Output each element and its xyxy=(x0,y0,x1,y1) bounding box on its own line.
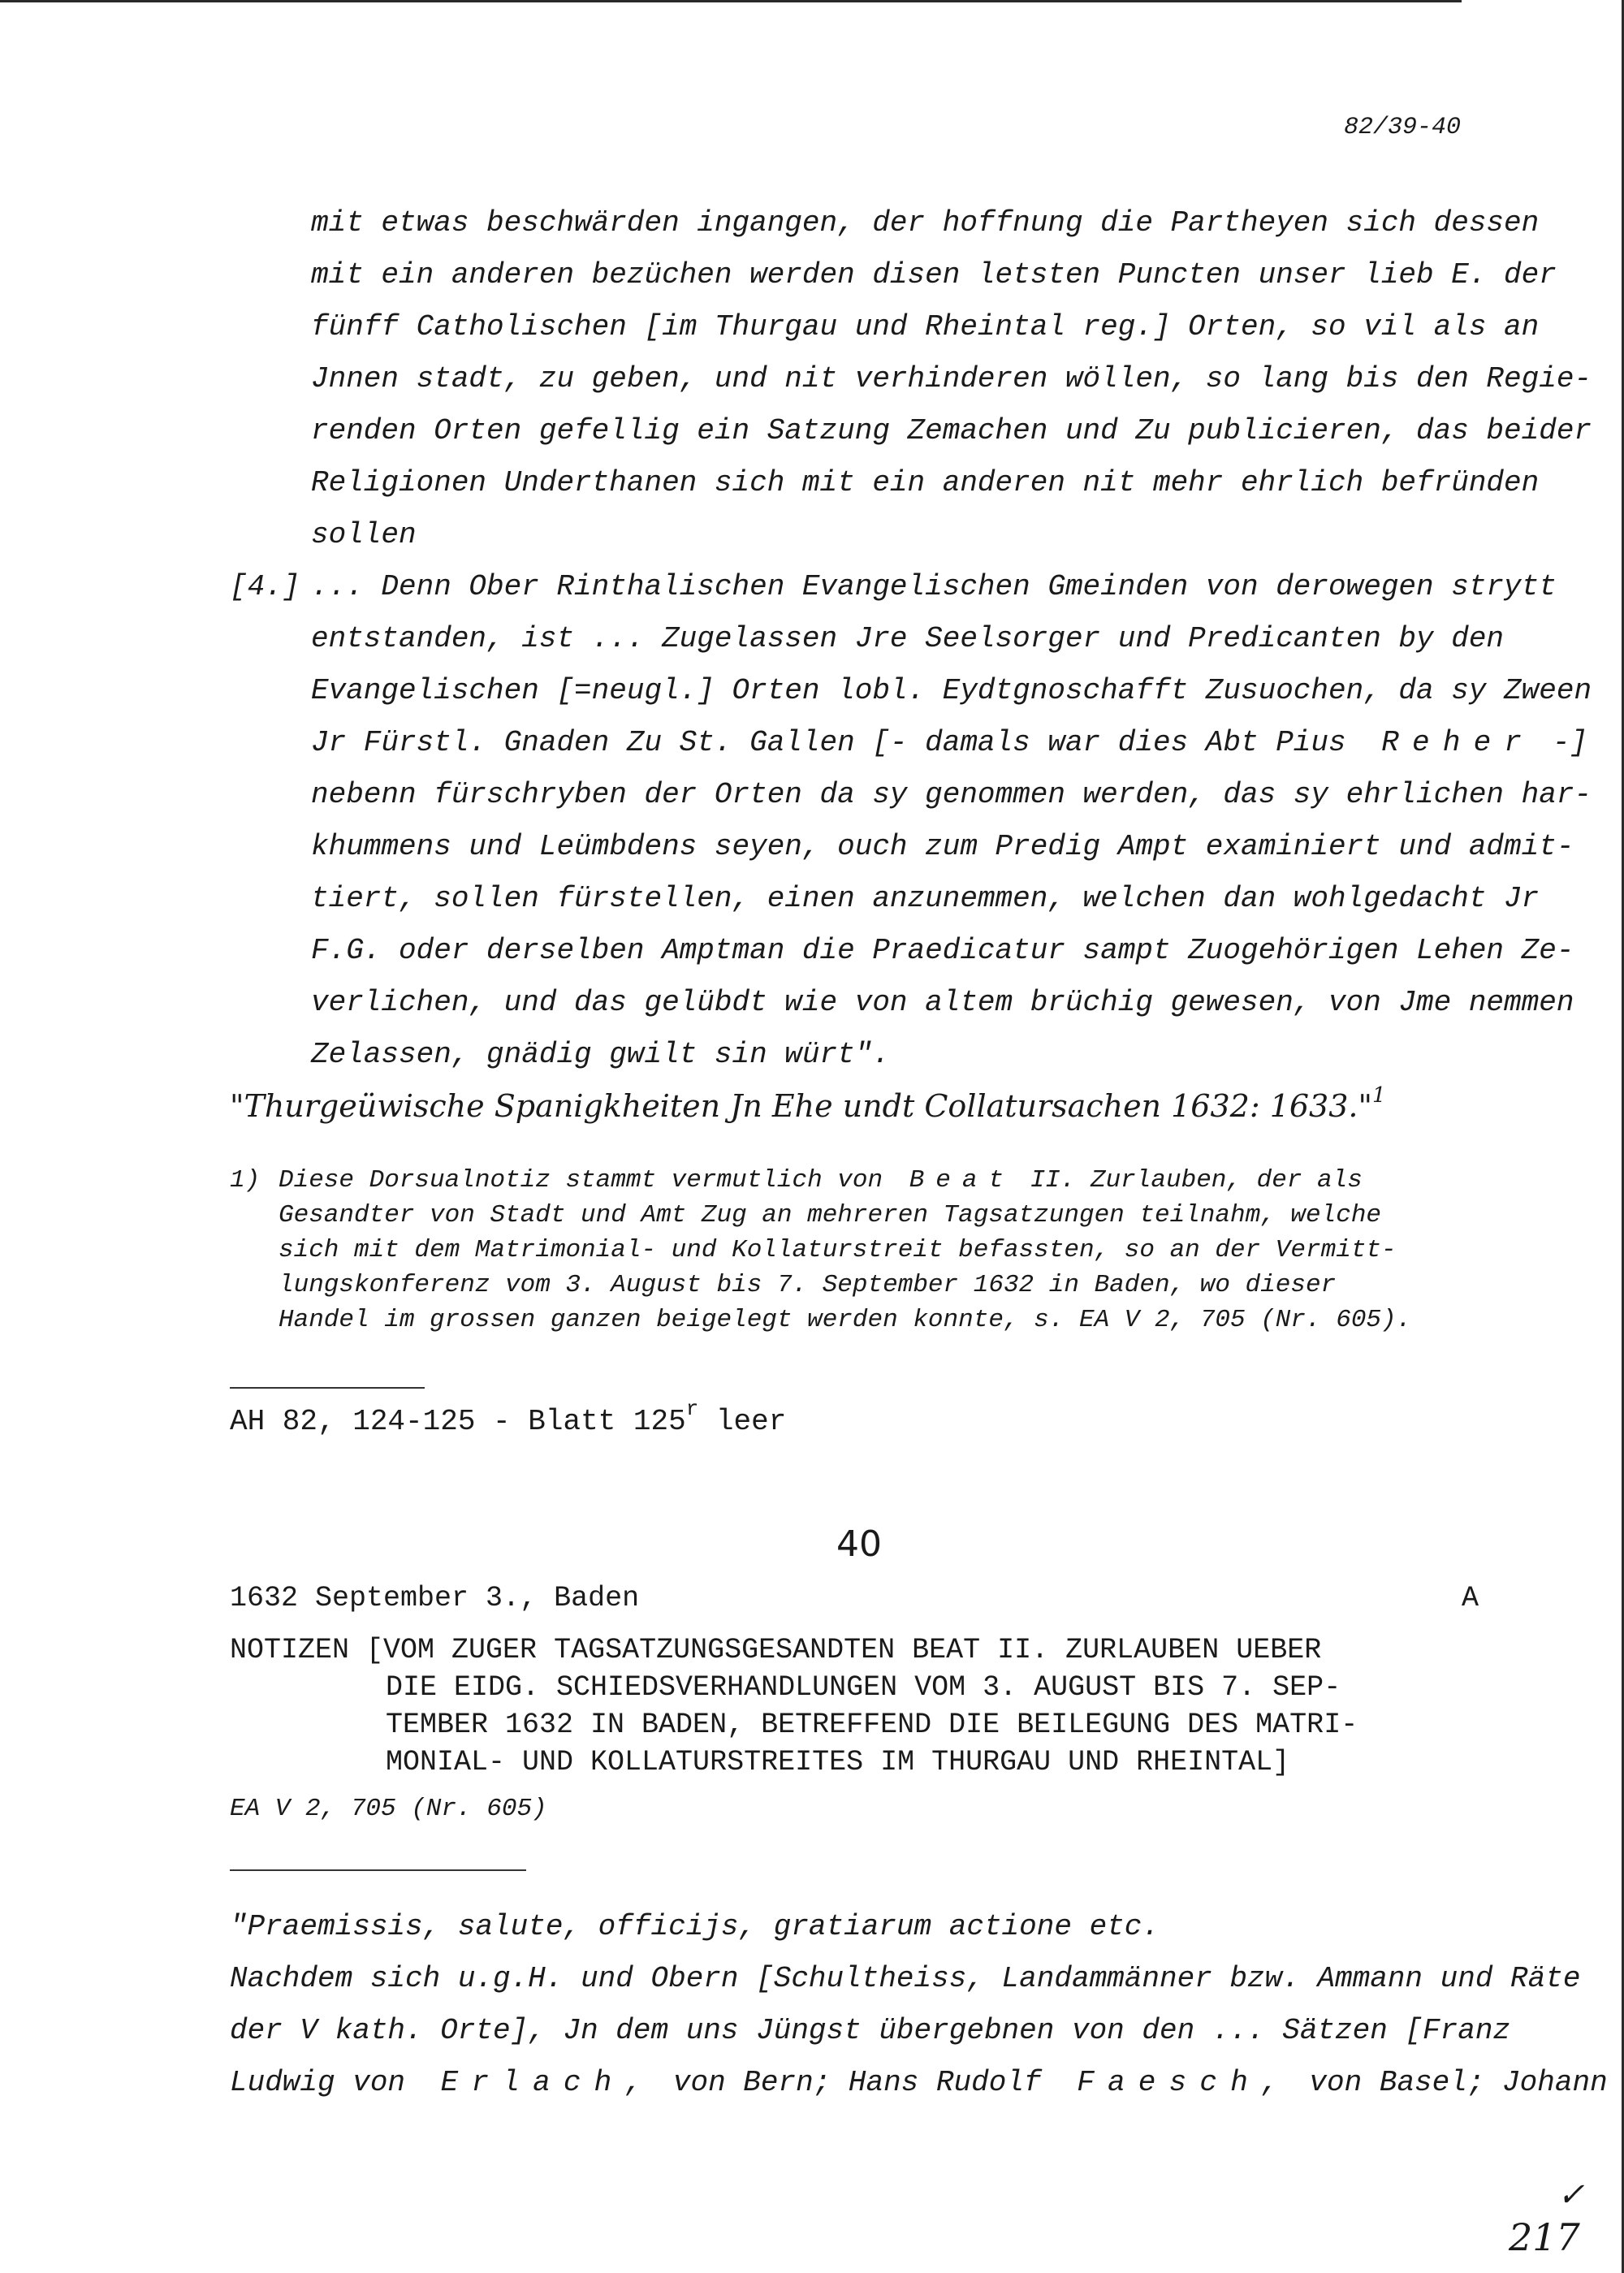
spaced-name: Faesch, xyxy=(1077,2066,1292,2099)
text-line: ... Denn Ober Rinthalischen Evangelischen Gmeinden von derowegen strytt xyxy=(311,570,1557,603)
text-line: F.G. oder derselben Amptman die Praedicatur sampt Zuogehörigen Lehen Ze- xyxy=(311,934,1574,967)
text-line: Zelassen, gnädig gwilt sin würt". xyxy=(311,1038,890,1071)
title-line: MONIAL- UND KOLLATURSTREITES IM THURGAU UND RHEINTAL] xyxy=(386,1746,1290,1778)
spaced-name: Erlach, xyxy=(440,2066,656,2099)
document-number: 40 xyxy=(836,1523,882,1565)
text-line: khummens und Leümbdens seyen, ouch zum Predig Ampt examiniert und admit- xyxy=(311,830,1574,863)
footnote-line: Gesandter von Stadt und Amt Zug an mehreren Tagsatzungen teilnahm, welche xyxy=(279,1201,1382,1229)
section-number: [4.] xyxy=(230,570,300,603)
text-segment: Jr Fürstl. Gnaden Zu St. Gallen [- damals war dies Abt Pius xyxy=(311,726,1346,759)
document-type: A xyxy=(1462,1582,1479,1614)
footnote-line xyxy=(279,1166,1363,1195)
dorsal-note-text: "Thurgeüwische Spanigkheiten Jn Ehe undt Collatursachen 1632: 1633." xyxy=(230,1088,1372,1124)
spaced-name: Beat xyxy=(909,1166,1015,1195)
text-segment: von Bern; Hans Rudolf xyxy=(672,2066,1042,2099)
text-segment: Ludwig von xyxy=(230,2066,406,2099)
text-line: tiert, sollen fürstellen, einen anzunemmen, welchen dan wohlgedacht Jr xyxy=(311,882,1540,915)
archive-tail: leer xyxy=(698,1405,787,1438)
text-line: Nachdem sich u.g.H. und Obern [Schultheiss, Landammänner bzw. Ammann und Räte xyxy=(230,1962,1581,1995)
text-segment: Diese Dorsualnotiz stammt vermutlich von xyxy=(279,1166,883,1195)
text-line: Evangelischen [=neugl.] Orten lobl. Eydtgnoschafft Zusuochen, da sy Zween xyxy=(311,674,1592,707)
text-line xyxy=(230,2066,1608,2099)
dorsal-note xyxy=(230,1083,1386,1124)
footnote-marker: 1 xyxy=(1371,1083,1386,1108)
text-line xyxy=(311,726,1587,759)
folio-number: 217 xyxy=(1509,2215,1580,2259)
footnote-line: sich mit dem Matrimonial- und Kollaturstreit befassten, so an der Vermitt- xyxy=(279,1236,1397,1264)
text-line: fünff Catholischen [im Thurgau und Rheintal reg.] Orten, so vil als an xyxy=(311,310,1540,344)
text-line: "Praemissis, salute, officijs, gratiarum actione etc. xyxy=(230,1910,1160,1943)
spaced-name: Reher xyxy=(1381,726,1535,759)
text-line: verlichen, und das gelübdt wie von altem brüchig gewesen, von Jme nemmen xyxy=(311,986,1574,1019)
footnote-line: Handel im grossen ganzen beigelegt werden konnte, s. EA V 2, 705 (Nr. 605). xyxy=(279,1306,1412,1334)
text-segment: -] xyxy=(1552,726,1588,759)
footnote-line: lungskonferenz vom 3. August bis 7. September 1632 in Baden, wo dieser xyxy=(279,1271,1337,1299)
check-mark-icon: ✓ xyxy=(1557,2176,1585,2214)
title-line: NOTIZEN [VOM ZUGER TAGSATZUNGSGESANDTEN BEAT II. ZURLAUBEN UEBER xyxy=(230,1634,1322,1666)
page-reference: 82/39-40 xyxy=(1344,114,1462,141)
text-line: mit etwas beschwärden ingangen, der hoffnung die Partheyen sich dessen xyxy=(311,206,1540,240)
text-line: entstanden, ist ... Zugelassen Jre Seelsorger und Predicanten by den xyxy=(311,622,1505,655)
source-reference: EA V 2, 705 (Nr. 605) xyxy=(230,1795,547,1823)
footnote-label: 1) xyxy=(230,1166,261,1195)
archive-main: AH 82, 124-125 - Blatt 125 xyxy=(230,1405,686,1438)
text-line: renden Orten gefellig ein Satzung Zemachen und Zu publicieren, das beider xyxy=(311,414,1592,447)
archive-reference xyxy=(230,1397,787,1438)
text-segment: von Basel; Johann xyxy=(1309,2066,1608,2099)
date-place: 1632 September 3., Baden xyxy=(230,1582,640,1614)
archive-sup: r xyxy=(685,1397,699,1421)
separator-rule xyxy=(230,1387,425,1389)
title-line: DIE EIDG. SCHIEDSVERHANDLUNGEN VOM 3. AUGUST BIS 7. SEP- xyxy=(386,1671,1341,1704)
text-line: Jnnen stadt, zu geben, und nit verhinderen wöllen, so lang bis den Regie- xyxy=(311,362,1592,395)
text-segment: II. Zurlauben, der als xyxy=(1030,1166,1363,1195)
text-line: sollen xyxy=(311,518,417,551)
scan-edge-top xyxy=(0,0,1462,2)
text-line: nebenn fürschryben der Orten da sy genommen werden, das sy ehrlichen har- xyxy=(311,778,1592,811)
separator-rule xyxy=(230,1869,526,1871)
title-line: TEMBER 1632 IN BADEN, BETREFFEND DIE BEILEGUNG DES MATRI- xyxy=(386,1709,1358,1741)
text-line: der V kath. Orte], Jn dem uns Jüngst übergebnen von den ... Sätzen [Franz xyxy=(230,2014,1511,2047)
text-line: mit ein anderen bezüchen werden disen letsten Puncten unser lieb E. der xyxy=(311,258,1557,292)
text-line: Religionen Underthanen sich mit ein anderen nit mehr ehrlich befründen xyxy=(311,466,1540,499)
